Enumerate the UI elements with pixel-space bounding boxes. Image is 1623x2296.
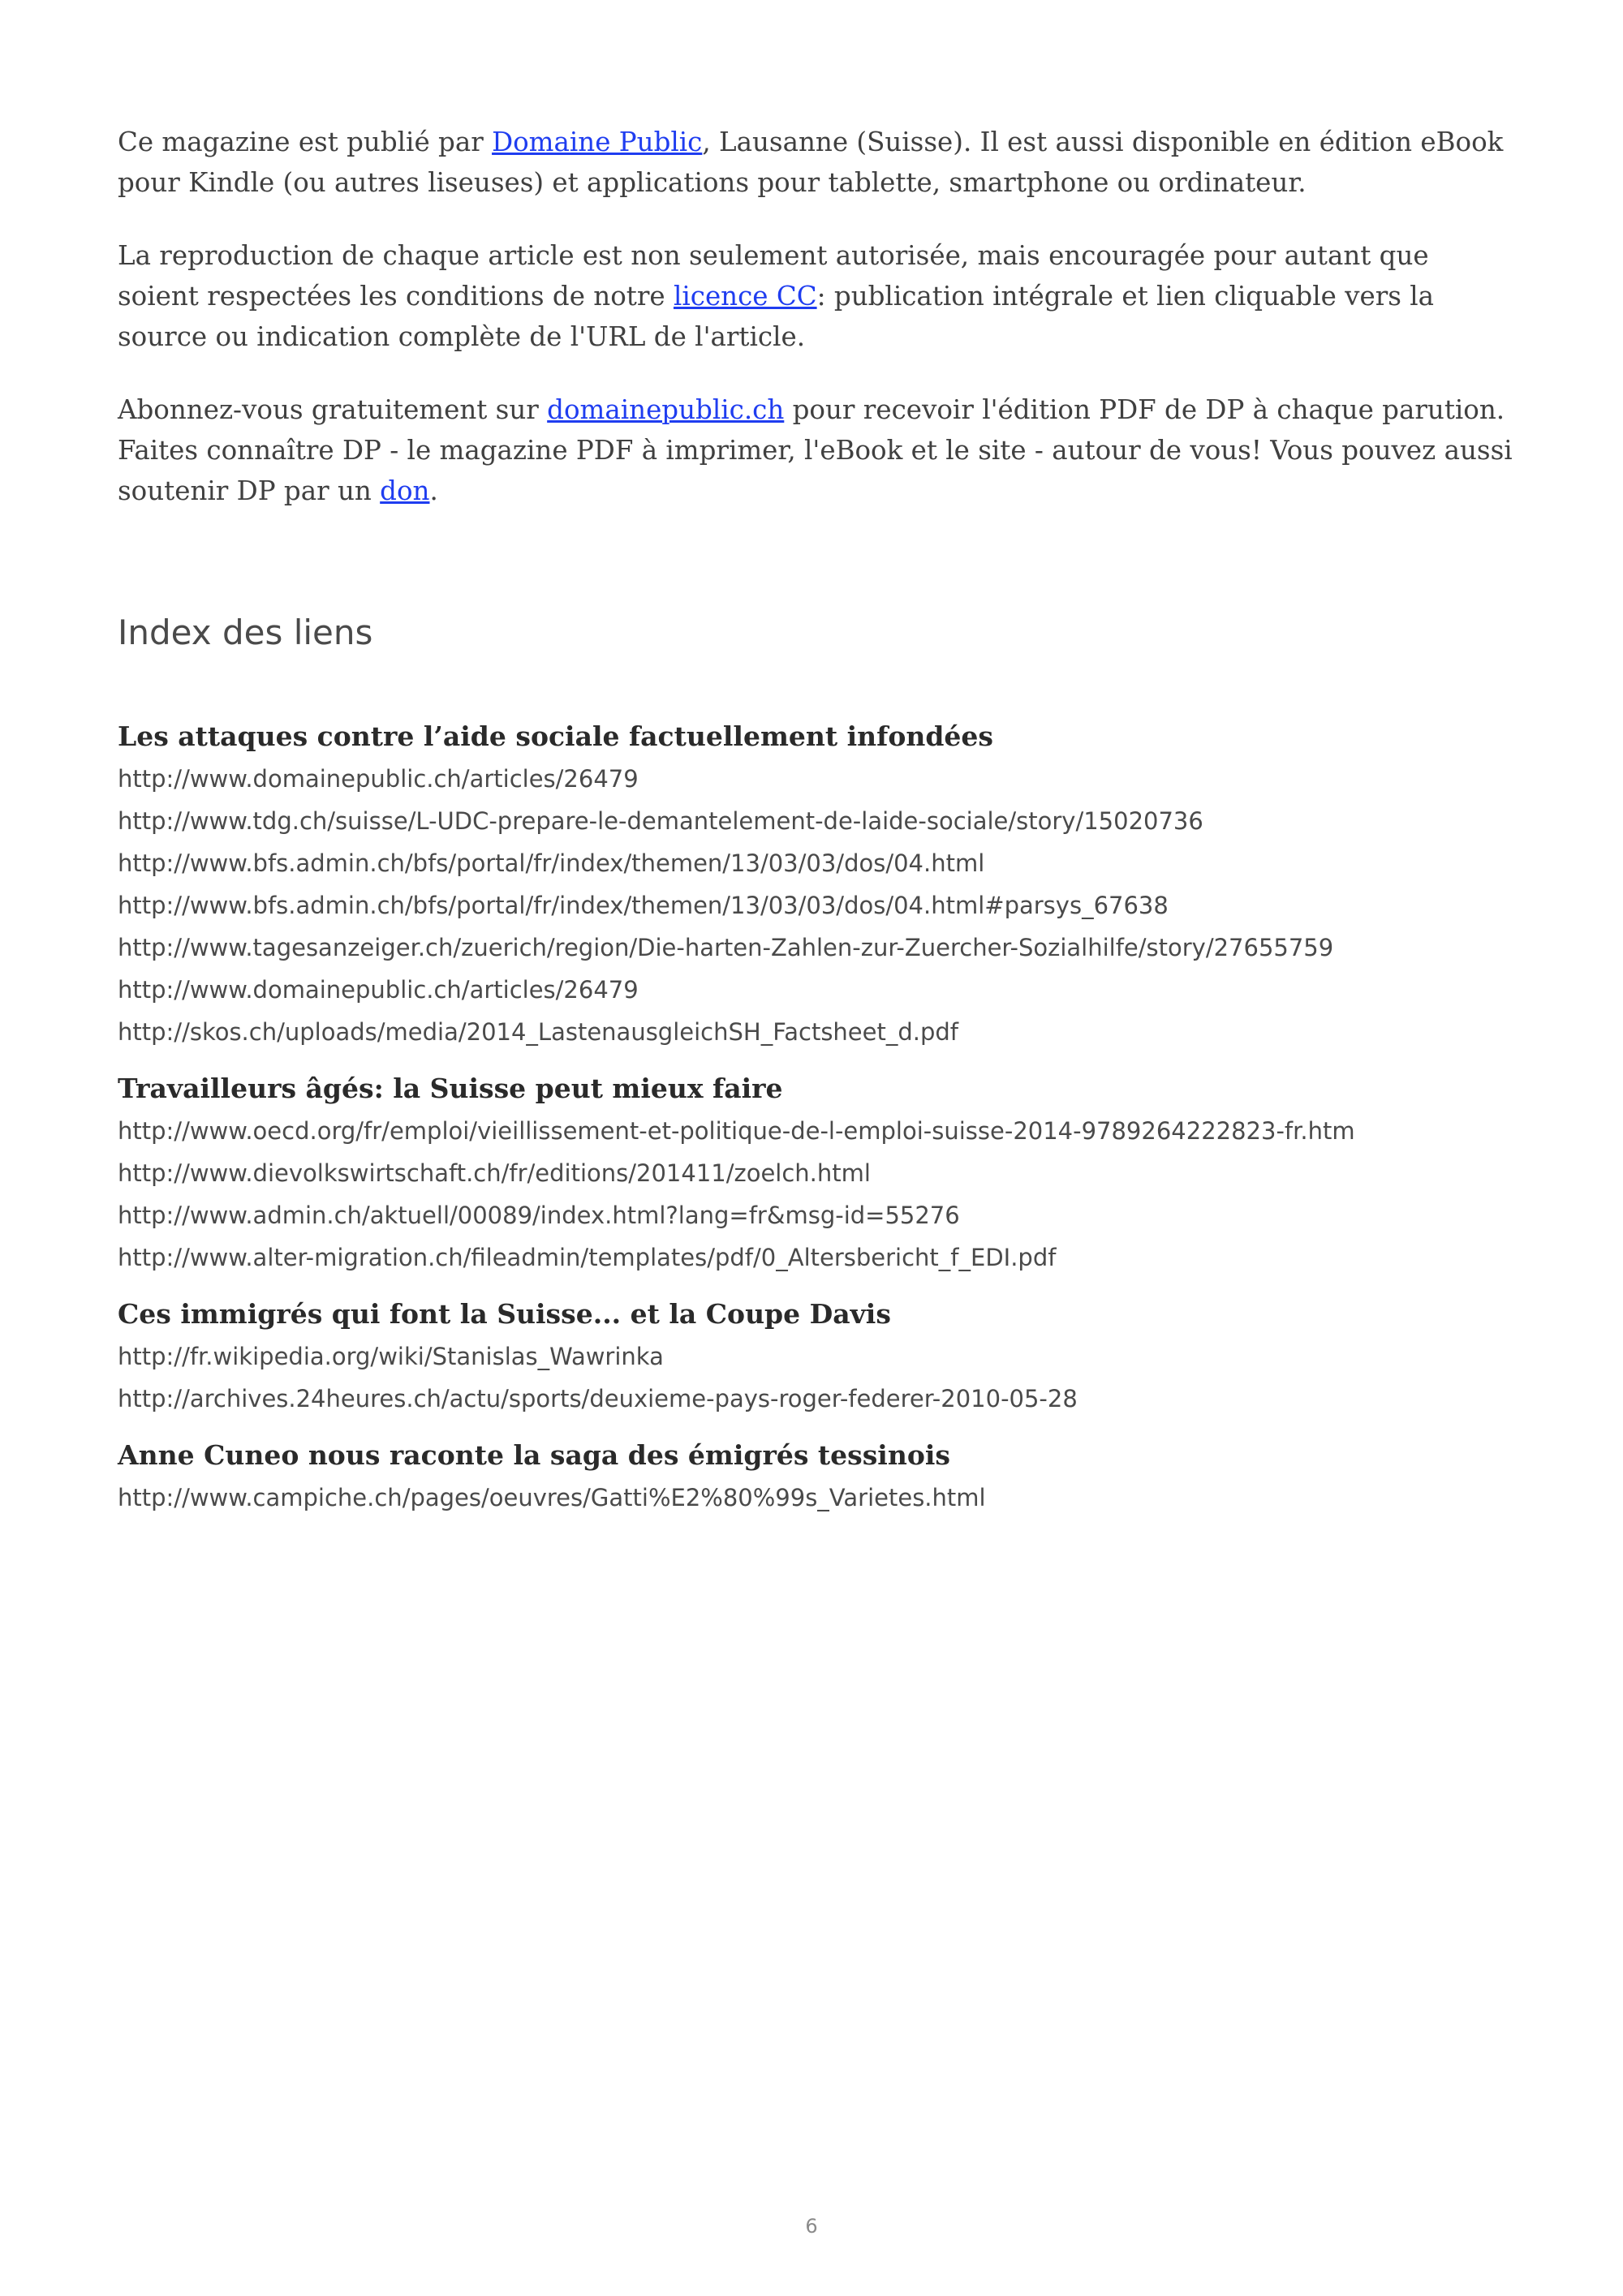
link-url[interactable]: http://www.admin.ch/aktuell/00089/index.html?lang=fr&msg-id=55276 bbox=[118, 1202, 960, 1229]
text-segment: . bbox=[429, 475, 438, 506]
link-url[interactable]: http://www.alter-migration.ch/fileadmin/templates/pdf/0_Altersbericht_f_EDI.pdf bbox=[118, 1244, 1057, 1271]
text-segment: , Lausanne (Suisse). Il est aussi disponible en édition eBook pour Kindle (ou autres liseuses) et applications pour tablette, smartphone ou ordinateur. bbox=[118, 127, 1504, 198]
domainepublic-link[interactable]: domainepublic.ch bbox=[547, 394, 785, 425]
intro-paragraph-publisher bbox=[118, 122, 1513, 203]
text-segment: pour recevoir l'édition PDF de DP à chaque parution. Faites connaître DP - le magazine PDF à imprimer, l'eBook et le site - autour de vous! Vous pouvez aussi soutenir DP par un bbox=[118, 394, 1513, 506]
link-url[interactable]: http://archives.24heures.ch/actu/sports/deuxieme-pays-roger-federer-2010-05-28 bbox=[118, 1385, 1078, 1412]
link-group bbox=[118, 1434, 1513, 1519]
link-url[interactable]: http://www.dievolkswirtschaft.ch/fr/editions/201411/zoelch.html bbox=[118, 1159, 871, 1187]
link-url[interactable]: http://www.domainepublic.ch/articles/26479 bbox=[118, 765, 639, 793]
text-segment: Ce magazine est publié par bbox=[118, 127, 493, 157]
intro-paragraph-license bbox=[118, 235, 1513, 357]
link-url[interactable]: http://www.tagesanzeiger.ch/zuerich/region/Die-harten-Zahlen-zur-Zuercher-Sozialhilfe/story/27655759 bbox=[118, 934, 1334, 961]
link-url[interactable]: http://www.bfs.admin.ch/bfs/portal/fr/index/themen/13/03/03/dos/04.html bbox=[118, 849, 985, 877]
article-title: Ces immigrés qui font la Suisse... et la Coupe Davis bbox=[118, 1298, 891, 1330]
link-url[interactable]: http://fr.wikipedia.org/wiki/Stanislas_Wawrinka bbox=[118, 1343, 664, 1370]
article-title: Travailleurs âgés: la Suisse peut mieux faire bbox=[118, 1073, 783, 1104]
link-url[interactable]: http://www.domainepublic.ch/articles/26479 bbox=[118, 976, 639, 1004]
index-title: Index des liens bbox=[118, 613, 373, 652]
intro-paragraph-subscribe bbox=[118, 389, 1513, 511]
link-group bbox=[118, 716, 1513, 1053]
don-link[interactable]: don bbox=[380, 475, 430, 506]
article-title: Les attaques contre l’aide sociale factuellement infondées bbox=[118, 720, 993, 752]
page-number: 6 bbox=[805, 2215, 818, 2238]
link-url[interactable]: http://www.oecd.org/fr/emploi/vieillissement-et-politique-de-l-emploi-suisse-2014-9789264222823-fr.htm bbox=[118, 1117, 1355, 1145]
link-url[interactable]: http://www.campiche.ch/pages/oeuvres/Gatti%E2%80%99s_Varietes.html bbox=[118, 1484, 986, 1511]
text-segment: La reproduction de chaque article est non seulement autorisée, mais encouragée pour autant que soient respectées les conditions de notre bbox=[118, 240, 1429, 312]
text-segment: Abonnez-vous gratuitement sur bbox=[118, 394, 548, 425]
link-url[interactable]: http://skos.ch/uploads/media/2014_LastenausgleichSH_Factsheet_d.pdf bbox=[118, 1018, 959, 1046]
link-index bbox=[118, 716, 1513, 1519]
link-url[interactable]: http://www.tdg.ch/suisse/L-UDC-prepare-le-demantelement-de-laide-sociale/story/15020736 bbox=[118, 807, 1203, 835]
link-url[interactable]: http://www.bfs.admin.ch/bfs/portal/fr/index/themen/13/03/03/dos/04.html#parsys_67638 bbox=[118, 892, 1169, 919]
link-group bbox=[118, 1068, 1513, 1279]
domaine-public-link[interactable]: Domaine Public bbox=[492, 127, 703, 157]
article-title: Anne Cuneo nous raconte la saga des émigrés tessinois bbox=[118, 1439, 950, 1471]
text-segment: : publication intégrale et lien cliquable vers la source ou indication complète de l'URL de l'article. bbox=[118, 281, 1435, 352]
page-content bbox=[118, 122, 1513, 1533]
link-group bbox=[118, 1293, 1513, 1420]
licence-cc-link[interactable]: licence CC bbox=[673, 281, 817, 312]
